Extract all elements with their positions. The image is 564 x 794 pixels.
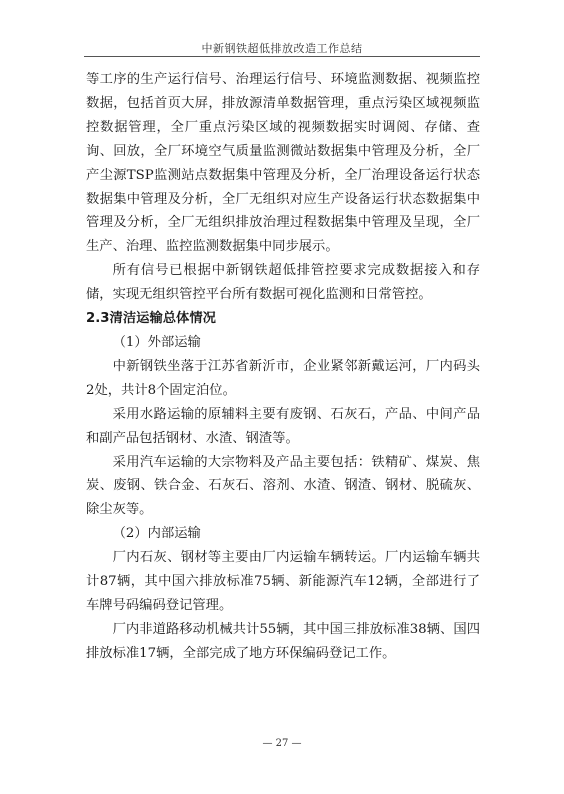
subheading-internal-transport: （2）内部运输 xyxy=(112,526,201,542)
page-number: — 27 — xyxy=(262,738,302,749)
subheading-external-transport: （1）外部运输 xyxy=(112,334,201,350)
paragraph-nonroad-machinery: 厂内非道路移动机械共计55辆，其中国三排放标准38辆、国四排放标准17辆，全部完成了地方环保编码登记工作。 xyxy=(86,621,480,661)
paragraph-internal-vehicles: 厂内石灰、钢材等主要由厂内运输车辆转运。厂内运输车辆共计87辆，其中国六排放标准75辆、新能源汽车12辆，全部进行了车牌号码编码登记管理。 xyxy=(86,550,480,613)
paragraph-road-transport: 采用汽车运输的大宗物料及产品主要包括：铁精矿、煤炭、焦炭、废钢、铁合金、石灰石、溶剂、水渣、钢渣、钢材、脱硫灰、除尘灰等。 xyxy=(86,454,480,518)
paragraph-location: 中新钢铁坐落于江苏省新沂市，企业紧邻新戴运河，厂内码头2处，共计8个固定泊位。 xyxy=(86,358,480,398)
section-heading: 2.3清洁运输总体情况 xyxy=(86,311,216,327)
paragraph-signal-access: 所有信号已根据中新钢铁超低排管控要求完成数据接入和存储，实现无组织管控平台所有数据可视化监测和日常管控。 xyxy=(86,263,480,303)
header-rule xyxy=(84,56,480,57)
paragraph-water-transport: 采用水路运输的原辅料主要有废钢、石灰石，产品、中间产品和副产品包括钢材、水渣、钢渣等。 xyxy=(86,406,480,446)
paragraph-monitoring-data: 等工序的生产运行信号、治理运行信号、环境监测数据、视频监控数据，包括首页大屏，排放源清单数据管理，重点污染区域视频监控数据管理，全厂重点污染区域的视频数据实时调阅、存储、查询、回放，全厂环境空气质量监测微站数据集中管理及分析，全厂产尘源TSP监测站点数据集中管理及分析，全厂治理设备运行状态数据集中管理及分析，全厂无组织对应生产设备运行状态数据集中管理及分析，全厂无组织排放治理过程数据集中管理及呈现，全厂生产、治理、监控监测数据集中同步展示。 xyxy=(86,72,480,255)
page-body xyxy=(86,68,480,666)
running-header: 中新钢铁超低排放改造工作总结 xyxy=(201,42,363,55)
